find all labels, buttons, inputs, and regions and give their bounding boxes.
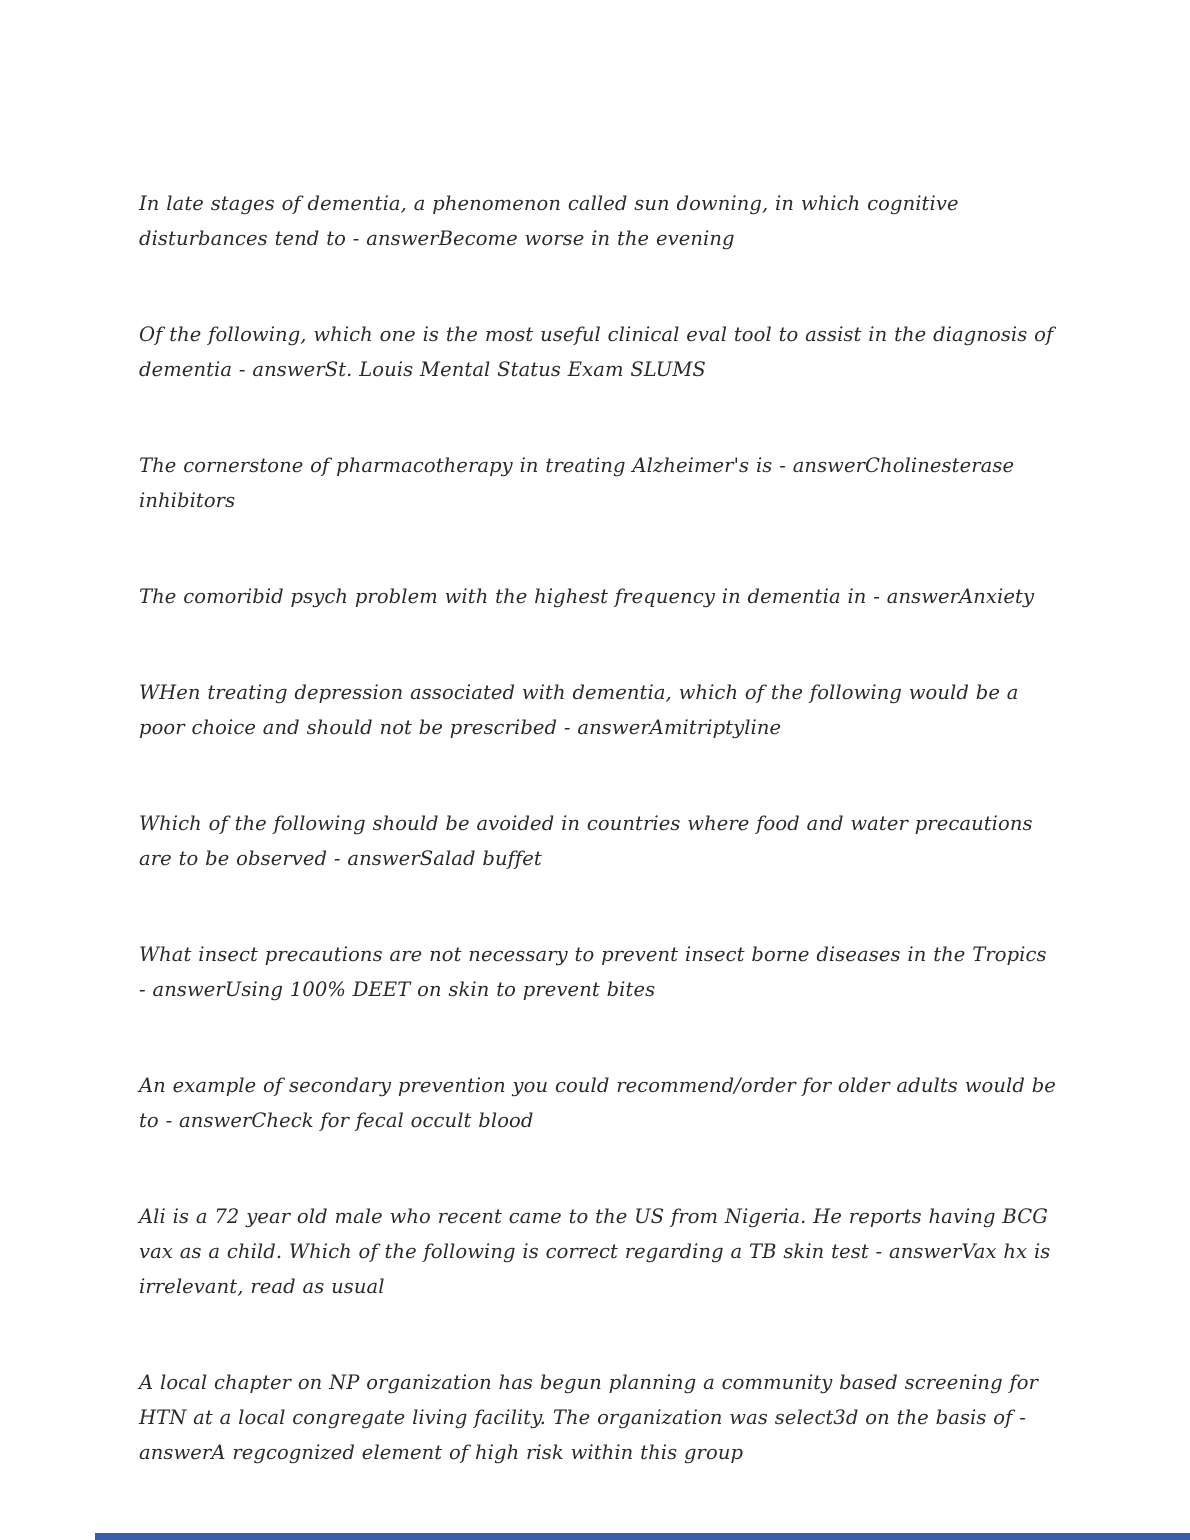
qa-paragraph: Ali is a 72 year old male who recent came to the US from Nigeria. He reports having BCG vax as a child. Which of the following is correct regarding a TB skin test - answerVax hx is irrelevant, read as usual	[139, 1205, 1051, 1298]
qa-paragraph: An example of secondary prevention you could recommend/order for older adults would be to - answerCheck for fecal occult blood	[139, 1074, 1056, 1132]
qa-paragraph: WHen treating depression associated with dementia, which of the following would be a poor choice and should not be prescribed - answerAmitriptyline	[139, 681, 1019, 739]
qa-paragraph: In late stages of dementia, a phenomenon called sun downing, in which cognitive disturbances tend to - answerBecome worse in the evening	[139, 192, 959, 250]
qa-paragraph: The comoribid psych problem with the highest frequency in dementia in - answerAnxiety	[139, 585, 1035, 608]
qa-paragraph: A local chapter on NP organization has begun planning a community based screening for HTN at a local congregate living facility. The organization was select3d on the basis of - answerA regcognized element of high risk within this group	[139, 1371, 1039, 1464]
document-content	[139, 186, 1057, 1531]
qa-paragraph: Of the following, which one is the most useful clinical eval tool to assist in the diagnosis of dementia - answerSt. Louis Mental Status Exam SLUMS	[139, 323, 1054, 381]
qa-paragraph: What insect precautions are not necessary to prevent insect borne diseases in the Tropics - answerUsing 100% DEET on skin to prevent bites	[139, 943, 1047, 1001]
next-page-top-bar	[95, 1533, 1190, 1540]
qa-paragraph: The cornerstone of pharmacotherapy in treating Alzheimer's is - answerCholinesterase inhibitors	[139, 454, 1015, 512]
qa-paragraph: Which of the following should be avoided in countries where food and water precautions are to be observed - answerSalad buffet	[139, 812, 1033, 870]
